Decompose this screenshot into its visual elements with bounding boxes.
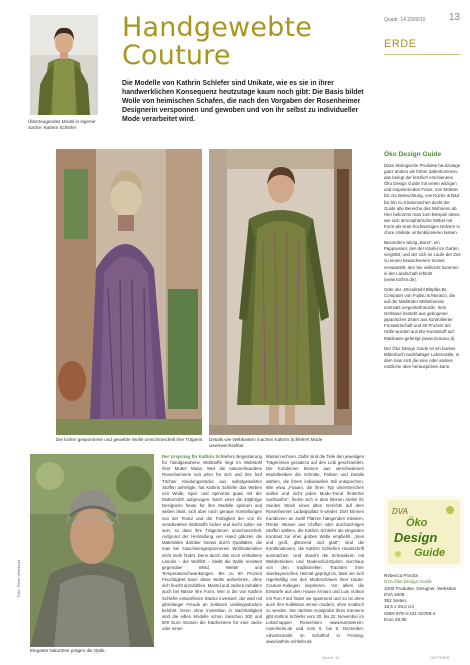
footer-issue: Quadr. 14 xyxy=(322,655,340,660)
section-divider xyxy=(384,54,460,55)
book-cover-label: DVA xyxy=(392,507,409,516)
footer-month: OKTOBER xyxy=(430,655,450,660)
page-title: Handgewebte Couture xyxy=(122,12,313,71)
book-detail: 19,5 x 25,0 cm xyxy=(384,604,415,610)
article-kicker: Der Ursprung für Kathrin Schlefers xyxy=(162,454,235,459)
book-detail: DVA 2009 xyxy=(384,591,405,597)
article-column-1 xyxy=(162,454,262,633)
book-cover-word: Öko xyxy=(406,517,428,529)
sidebar-paragraph: Besonders witzig „Borsi", ein Pappsessel, den der Käufer im Garten vergräbt, und der sich im Laufe der Zeit zu einem bewachsenen Sessel verwandelt, den Sie vielleicht kommen in der Landschaft erblüht (www.rochm.de). xyxy=(384,240,461,282)
article-column-1-text: Begeisterung für handgewobene Wollstoffe liegt im Webstuhl ihrer Mutter Maria. Weil die naturverbundene Rosenheimerin seit jeher für sich und ihre fünf Töchter Kleidungsstücke aus selbstgewebten Stoffen anfertigte, hat Kathrin Schlefer das Weben von Wolle, Spul- und Spinnrad quasi mit der Muttermilch aufgesogen. Nach einer die 43jährige Designerin heute für ihre Modelle spinnen und weben lässt, sich aber noch genaue Vorstellungen von der Textur und der Farbigkeit der von ihr verarbeiteten Wollstoffe locker und leicht sollen sie sein, so dass ihre Trägerinnen umschmeichelt. Aufgrund der Herstellung von Hand glänzen die Materialien darüber hinaus durch Qualitäten, die man bei maschinengesponnenen Wollmaterialien nicht mehr findet. Denn durch das noch enthaltene Lanolin – der Wollfett – bleibt die Wolle resistent gegenüber Wind, Wetter und Temperaturschwankungen. Bis zu 60 Prozent Feuchtigkeit kann diese Wolle aufnehmen, ohne sich feucht anzufühlen. Mantel und Jacken behalten auch bei Nässe ihre Form. Wer in die von Kathrin Schlefer entworfenen Stücke investiert, der wird mit jahrelanger Freude an zeitlosen Lieblingsstücken belohnt. Denn ohne Investition in Nachhaltigkeit sind die edlen Modelle schon zwischen 300 und 800 Euro müssen die Käuferinnen für eine Jacke oder einen xyxy=(162,454,262,632)
lede-paragraph: Die Modelle von Kathrin Schlefer sind Unikate, wie es sie in ihrer handwerklichen Konsequenz heutzutage kaum noch gibt: Die Basis bildet Wolle von heimischen Schafen, die nach den Vorgaben der Rosenheimer Designerin versponnen und gewoben und von ihr selbst zu individueller Mode verarbeitet wird. xyxy=(122,80,364,123)
book-author: Rebecca Proctor xyxy=(384,573,419,578)
book-title: DVA Öko Design Guide xyxy=(384,579,432,585)
book-detail: ISBN 978-3-421-03766-4 xyxy=(384,610,436,616)
portrait-caption: Überzeugendes Model in eigener Sache: Kathrin Schlefer xyxy=(28,119,96,130)
sidebar-paragraph: Der Öko Design Guide ist ein buntes Bilderbuch nachhaltiger Lebensstile, in dem man sich die eine oder andere nützliche Idee herauspicken kann. xyxy=(384,345,460,369)
book-info xyxy=(384,573,464,623)
book-cover-word: Guide xyxy=(414,547,446,559)
caption-back-view: Die locker gesponnene und gewebte Wolle umschmeichelt ihre Trägerin. xyxy=(56,437,204,442)
book-detail: 1000 Produkte, Designer, Websites xyxy=(384,585,456,591)
sidebar-paragraph: Dass ökologische Produkte heutzutage ganz anders als früher daherkommen, das belegt der kürzlich erschienene Öko Design Guide mit vielen witzigen und inspirierenden Fotos. Von Möbeln bis zur Beleuchtung, von Küche & Bad bis hin zu Kindersachen deckt der Guide alle Bereiche des Wohnens ab. Hier bekommt man zum Beispiel Ideen, wie sich atmosphärische Möbel mit Form-als-man-hochwertigen Hölzern in chice Unikate umfunktionieren lassen. xyxy=(384,163,461,236)
section-label: ERDE xyxy=(384,38,417,50)
article-column-2: Mantel rechnen. Dafür sind die Teile den jeweiligen Trägerinnen geradezu auf den Leib geschneidert. Die Kundinnen können aus verschiedenen Modelltreiben die Schnitte, Farben und Details wählen, die ihrem individuellen Stil entsprechen. Wie etwa „Frauen, die ihren Typ unterstreichen wollen und nicht jeden Mode-Trend hinterher nachlaufen", finden sich in dem kleinen Atelier ihr zweites Stück eines alten Gerichts auf dem Rosenheimer Ludwigsplatz 9 wieder. Dort können Kundinnen an zwölf Plätzen hängenden Kleidern, Röcke, Blusen aus Chiffon oder durchsichtigen Stoffen wählen, die Kathrin Schlefer als eleganten Kontrast zur eher groben Wolle empfiehlt. „Sein und groß, glänzend und glatt", sind die Kombinationen, die Kathrin Schlefers Handschrift ausmachen. Und obwohl die Schneiderin mit Webbetrieben und Modeschul-Diplom durchaus von den traditionellen Trachten ihrer oberbayerischen Heimat geprägt ist, lässt sie sich regelmäßig von den Modeschauen ihrer Haute-Couture-Kollegen inspirieren. Vor allem die Entwürfe aus dem Hause Armani und Luis Vuitton mit Tom Ford findet sie spannend und so ist denn auch ihre Kollektion immer modern, ohne modisch zu werden. Die nächste Kostprobe ihres Könnens gibt Kathrin Schlefer vom 20. bis 22. November im Lokschuppen Rosenheim www.kunstverein-rosenheim.de und vom 5. bis 6. Dezember, Adventsmarkt im Schafhof in Freising. www.kathrin-schlefer.de xyxy=(266,454,364,644)
book-detail: Euro 49,95 xyxy=(384,617,407,623)
page-number: 13 xyxy=(448,12,460,23)
photo-back-view xyxy=(56,149,202,435)
sidebar-heading: Öko Design Guide xyxy=(384,151,442,158)
caption-turban: Elegante Naturtöne prägen die Optik. xyxy=(30,648,106,653)
book-cover xyxy=(384,496,464,568)
book-cover-word: Design xyxy=(394,530,438,545)
photo-front-view xyxy=(209,149,352,435)
sidebar-paragraph: Oder der „Woodstuhl Blöpfas Bc Computer von Fujitsu & Monaco, die auf der Mailänder Möbelmesse erstmals vorgestellt wurde. Sein Gehäuse besteht aus gebogener japanischer Zeder aus kontrollierter Forstwirtschaft und 30 Prozent der Hölle wurden aus Bio-Kunststoff auf Maisbasis gefertigt (www.monaco.it). xyxy=(384,286,456,341)
photo-turban xyxy=(30,454,154,647)
photo-credit: Foto: Rene Weinhold xyxy=(16,560,21,598)
book-detail: 352 Seiten, xyxy=(384,598,408,604)
designer-portrait xyxy=(30,15,98,115)
sidebar-text xyxy=(384,163,462,374)
caption-front-view: Details wie Webkanten machen Kathrin Schlefers Mode unverwechselbar. xyxy=(209,437,323,448)
issue-meta: Quadr. 14.2009/10 xyxy=(384,17,426,23)
